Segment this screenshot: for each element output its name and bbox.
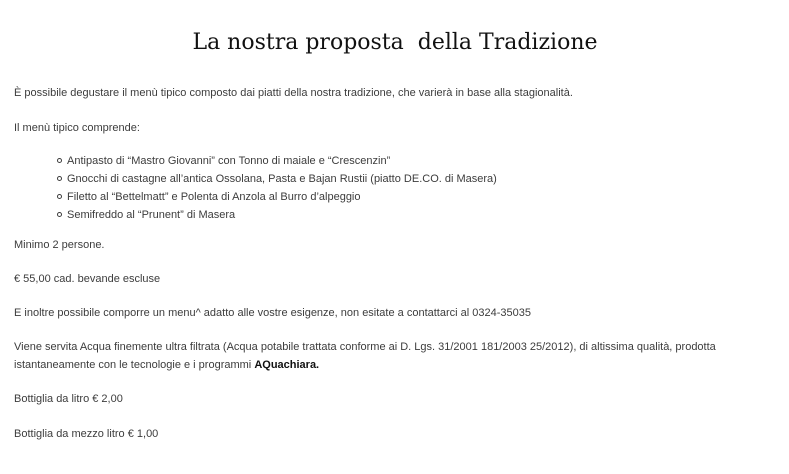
min-people-text: Minimo 2 persone. [14, 239, 105, 251]
list-item [14, 188, 497, 206]
intro-paragraph: È possibile degustare il menù tipico composto dai piatti della nostra tradizione, che varierà in base alla stagionalità. [14, 87, 573, 99]
water-brand: AQuachiara. [254, 359, 320, 371]
water-paragraph [14, 338, 774, 374]
list-item [14, 152, 497, 170]
price-text: € 55,00 cad. bevande escluse [14, 273, 161, 285]
menu-item-text: Semifreddo al “Prunent” di Masera [67, 209, 236, 221]
page-title: La nostra proposta della Tradizione [192, 30, 598, 55]
circle-bullet-icon [57, 158, 62, 163]
menu-item-text: Filetto al “Bettelmatt” e Polenta di Anzola al Burro d’alpeggio [67, 191, 361, 203]
list-item [14, 170, 497, 188]
circle-bullet-icon [57, 176, 62, 181]
list-item [14, 206, 497, 224]
menu-list [14, 152, 497, 224]
bottle-litre-price: Bottiglia da litro € 2,00 [14, 393, 123, 405]
custom-menu-text: E inoltre possibile comporre un menu^ adatto alle vostre esigenze, non esitate a contattarci al 0324-35035 [14, 307, 531, 319]
menu-item-text: Gnocchi di castagne all’antica Ossolana, Pasta e Bajan Rustii (piatto DE.CO. di Masera) [67, 173, 497, 185]
menu-heading: Il menù tipico comprende: [14, 122, 140, 134]
circle-bullet-icon [57, 194, 62, 199]
menu-item-text: Antipasto di “Mastro Giovanni” con Tonno di maiale e “Crescenzin” [67, 155, 391, 167]
bottle-half-price: Bottiglia da mezzo litro € 1,00 [14, 428, 159, 440]
circle-bullet-icon [57, 212, 62, 217]
water-text: Viene servita Acqua finemente ultra filtrata (Acqua potabile trattata conforme ai D. Lgs. 31/2001 181/2003 25/2012), di altissima qualità, prodotta istantaneamente con le tecnologie e i programmi [14, 341, 716, 371]
